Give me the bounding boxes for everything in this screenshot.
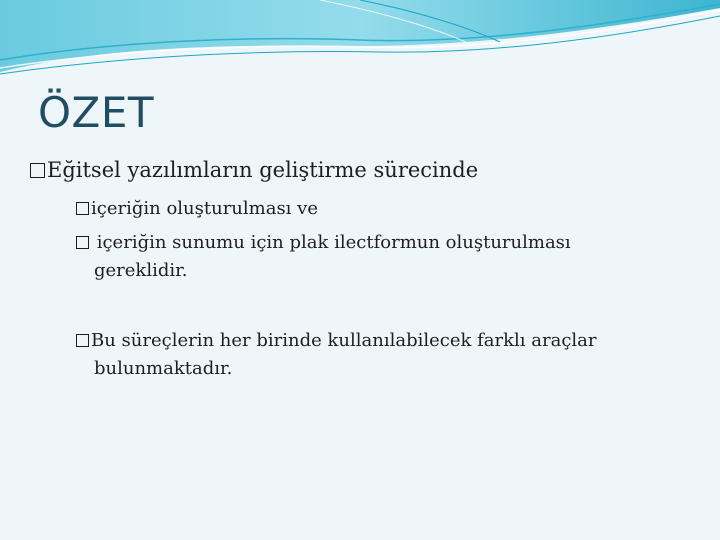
bullet-text: Eğitsel yazılımların geliştirme sürecinde [47,158,479,182]
bullet-continuation: bulunmaktadır. [94,358,233,379]
square-bullet-icon [76,202,89,215]
bullet-point-1 [30,158,478,182]
bullet-text: Bu süreçlerin her birinde kullanılabilecek farklı araçlar [91,330,597,351]
bullet-text: içeriğin sunumu için plak ilectformun oluşturulması [91,232,571,253]
bullet-point-4 [76,330,597,351]
bullet-text: içeriğin oluşturulması ve [91,198,318,219]
square-bullet-icon [30,163,45,178]
slide-title: ÖZET [38,88,155,137]
decorative-wave-header [0,0,720,90]
bullet-continuation: gereklidir. [94,260,188,281]
bullet-point-2 [76,198,318,219]
bullet-point-3 [76,232,571,253]
square-bullet-icon [76,334,89,347]
square-bullet-icon [76,236,89,249]
